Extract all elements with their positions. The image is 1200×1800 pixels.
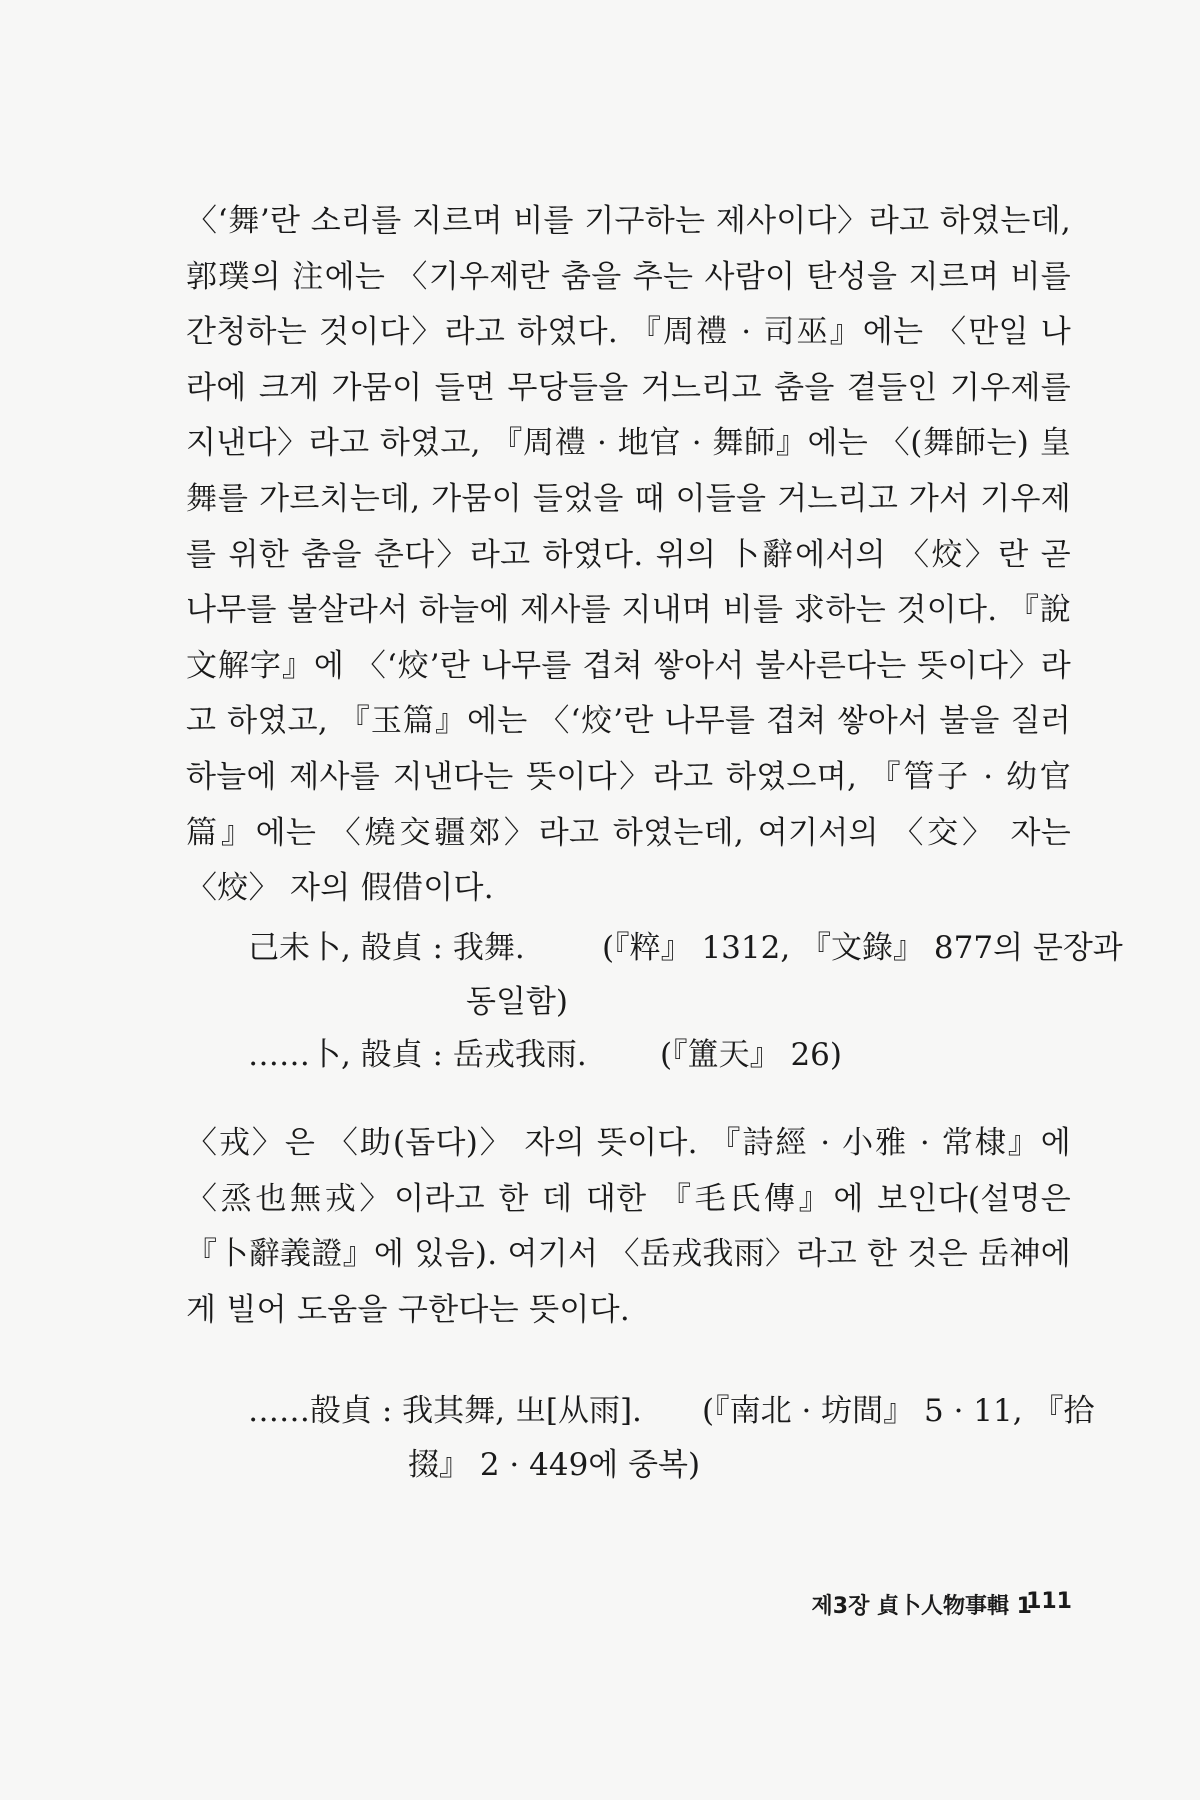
- quote-source-continued: 掇』 2 · 449에 중복): [408, 1447, 701, 1483]
- running-footer-chapter: 제3장 貞卜人物事輯 1: [811, 1594, 1032, 1619]
- quote-source: (『粹』 1312, 『文錄』 877의 문장과: [602, 930, 1123, 966]
- quote-source: (『簠天』 26): [660, 1037, 842, 1073]
- body-paragraph-2: 〈戎〉은 〈助(돕다)〉 자의 뜻이다. 『詩經 · 小雅 · 常棣』에 〈烝也無戎〉이라고 한 데 대한 『毛氏傳』에 보인다(설명은 『卜辭義證』에 있음). 여기서 〈岳戎我雨〉라고 한 것은 岳神에게 빌어 도움을 구한다는 뜻이다.: [186, 1125, 1071, 1328]
- quote-text: ……㱿貞 : 我其舞, 㞢[从雨].: [248, 1393, 642, 1429]
- page-number: 111: [1026, 1589, 1072, 1614]
- quote-source-continued: 동일함): [466, 984, 568, 1020]
- quote-text: ……卜, 㱿貞 : 岳戎我雨.: [248, 1037, 587, 1073]
- body-paragraph-1: 〈‘舞’란 소리를 지르며 비를 기구하는 제사이다〉라고 하였는데, 郭璞의 注에는 〈기우제란 춤을 추는 사람이 탄성을 지르며 비를 간청하는 것이다〉라고 하였다. 『周禮 · 司巫』에는 〈만일 나라에 크게 가뭄이 들면 무당들을 거느리고 춤을 곁들인 기우제를 지낸다〉라고 하였고, 『周禮 · 地官 · 舞師』에는 〈(舞師는) 皇舞를 가르치는데, 가뭄이 들었을 때 이들을 거느리고 가서 기우제를 위한 춤을 춘다〉라고 하였다. 위의 卜辭에서의 〈烄〉란 곧 나무를 불살라서 하늘에 제사를 지내며 비를 求하는 것이다. 『說文解字』에 〈‘烄’란 나무를 겹쳐 쌓아서 불사른다는 뜻이다〉라고 하였고, 『玉篇』에는 〈‘烄’란 나무를 겹쳐 쌓아서 불을 질러 하늘에 제사를 지낸다는 뜻이다〉라고 하였으며, 『管子 · 幼官篇』에는 〈燒交疆郊〉라고 하였는데, 여기서의 〈交〉 자는 〈烄〉 자의 假借이다.: [186, 203, 1071, 907]
- quote-text: 己未卜, 㱿貞 : 我舞.: [248, 930, 525, 966]
- quote-source: (『南北 · 坊間』 5 · 11, 『拾: [702, 1393, 1095, 1429]
- page-footer: [0, 1589, 1200, 1629]
